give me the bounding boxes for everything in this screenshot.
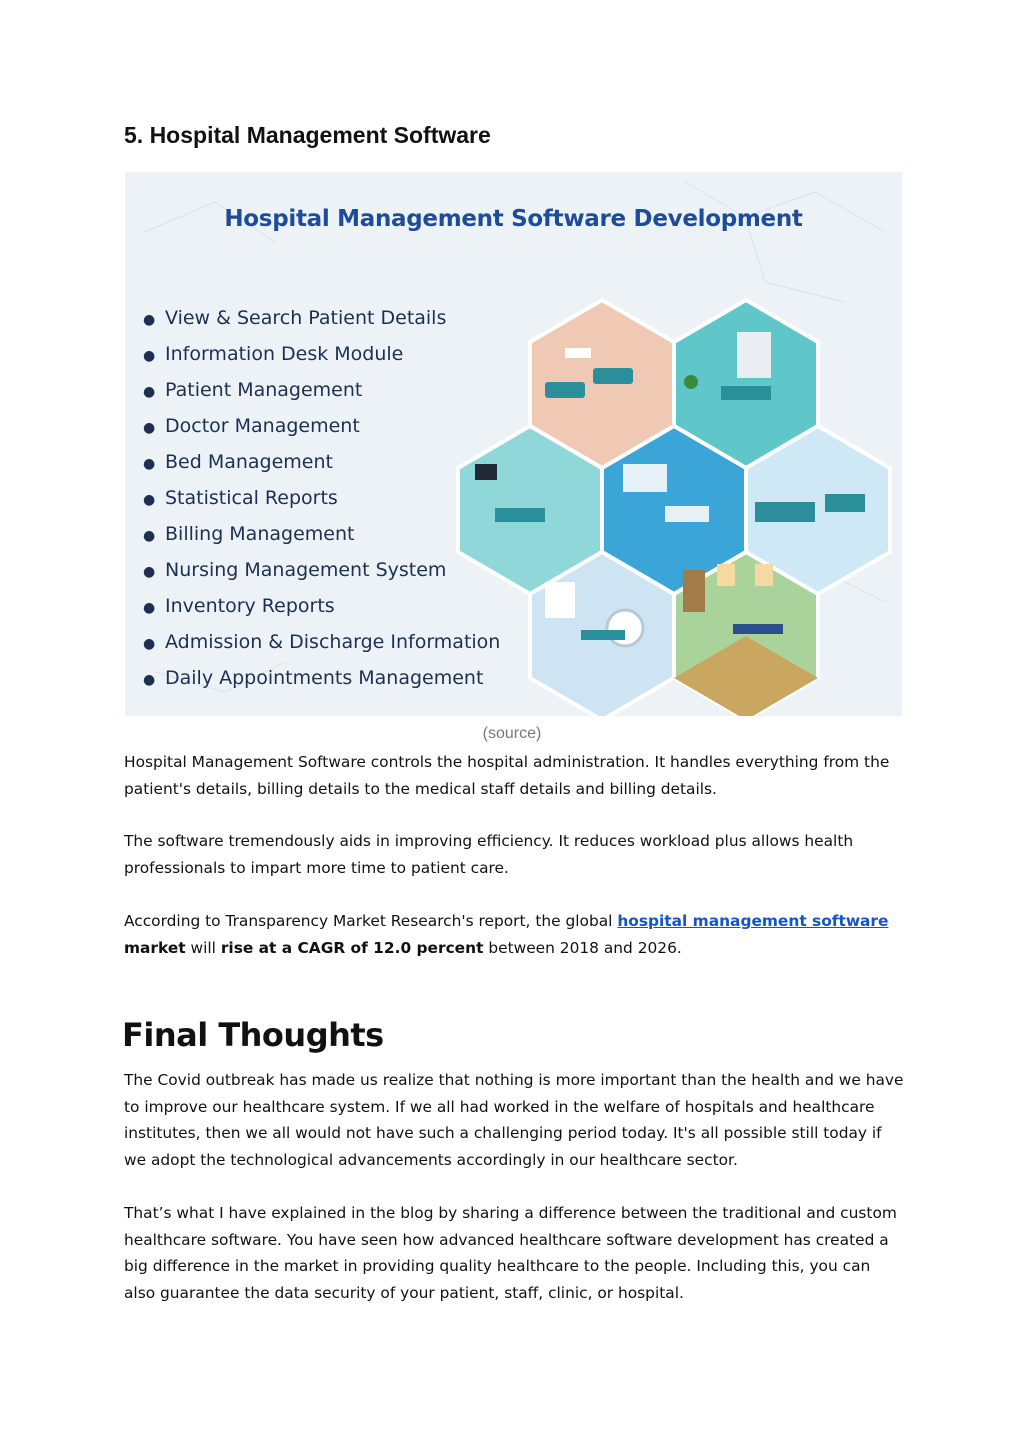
bullet-icon: ● [143, 456, 156, 472]
list-item: ● View & Search Patient Details [143, 300, 500, 336]
list-item: ● Daily Appointments Management [143, 660, 500, 696]
list-item: ● Patient Management [143, 372, 500, 408]
list-item: ● Admission & Discharge Information [143, 624, 500, 660]
bullet-icon: ● [143, 564, 156, 580]
bullet-icon: ● [143, 600, 156, 616]
final-thoughts-heading: Final Thoughts [122, 1016, 384, 1054]
bullet-icon: ● [143, 492, 156, 508]
feature-list [143, 300, 500, 696]
hospital-management-software-link[interactable]: hospital management software [617, 912, 889, 930]
hospital-software-infographic [125, 172, 902, 716]
section-heading: 5. Hospital Management Software [124, 122, 491, 148]
bullet-icon: ● [143, 312, 156, 328]
paragraph-conclusion: That’s what I have explained in the blog by sharing a difference between the traditional and custom healthcare software. You have seen how advanced healthcare software development has created a big difference in the market in providing quality healthcare to the people. Including this, you can also guarantee the data security of your patient, staff, clinic, or hospital. [124, 1204, 897, 1302]
list-item: ● Doctor Management [143, 408, 500, 444]
bullet-icon: ● [143, 348, 156, 364]
bullet-icon: ● [143, 384, 156, 400]
paragraph-overview: Hospital Management Software controls the hospital administration. It handles everything from the patient's details, billing details to the medical staff details and billing details. [124, 753, 890, 798]
list-item: ● Billing Management [143, 516, 500, 552]
paragraph-market-report: According to Transparency Market Research's report, the global hospital management software market will rise at a CAGR of 12.0 percent between 2018 and 2026. [124, 912, 889, 957]
list-item: ● Information Desk Module [143, 336, 500, 372]
list-item: ● Bed Management [143, 444, 500, 480]
bullet-icon: ● [143, 636, 156, 652]
bullet-icon: ● [143, 528, 156, 544]
bullet-icon: ● [143, 672, 156, 688]
list-item: ● Nursing Management System [143, 552, 500, 588]
list-item: ● Statistical Reports [143, 480, 500, 516]
infographic-title: Hospital Management Software Development [224, 206, 803, 232]
paragraph-covid: The Covid outbreak has made us realize that nothing is more important than the health and we have to improve our healthcare system. If we all had worked in the welfare of hospitals and healthcare institutes, then we all would not have such a challenging period today. It's all possible still today if we adopt the technological advancements accordingly in our healthcare sector. [124, 1071, 904, 1169]
bullet-icon: ● [143, 420, 156, 436]
source-caption: (source) [482, 725, 542, 742]
list-item: ● Inventory Reports [143, 588, 500, 624]
paragraph-efficiency: The software tremendously aids in improving efficiency. It reduces workload plus allows health professionals to impart more time to patient care. [124, 832, 854, 877]
